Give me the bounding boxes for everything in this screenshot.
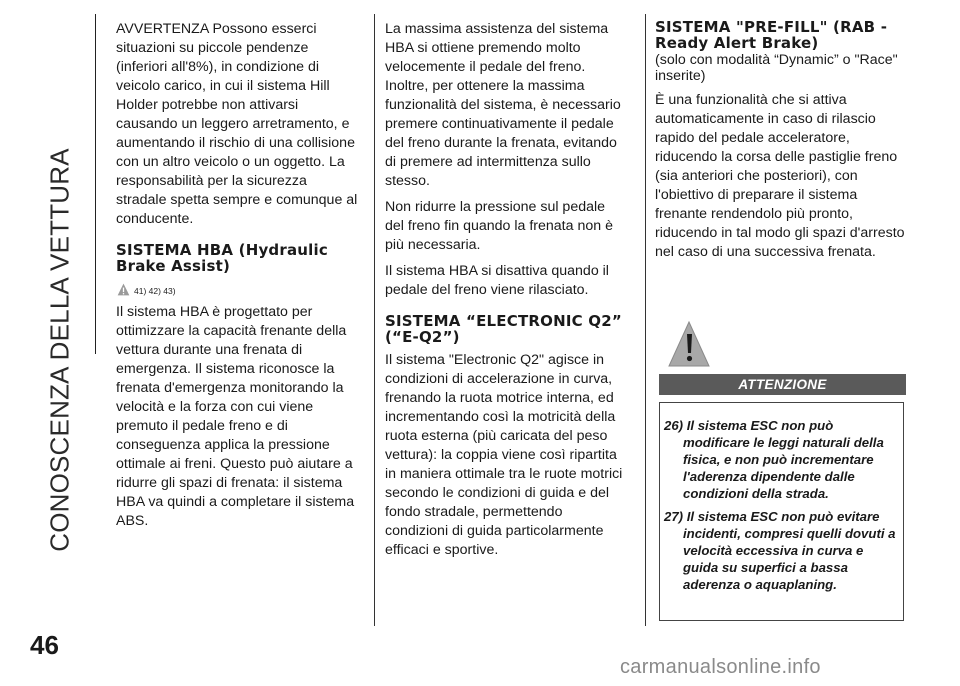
watermark: carmanualsonline.info (620, 656, 821, 678)
section-heading-hba: SISTEMA HBA (Hydraulic Brake Assist) (116, 241, 328, 275)
section-heading-eq2: SISTEMA “ELECTRONIC Q2” (“E-Q2”) (385, 312, 622, 346)
column-1 (116, 20, 358, 538)
side-divider (95, 14, 96, 354)
prefill-mode-note: (solo con modalità “Dynamic” o "Race" inserite) (655, 52, 898, 84)
column-2 (385, 20, 627, 567)
warning-item: 26) Il sistema ESC non può modificare le leggi naturali della fisica, e non può incrementare l'aderenza dipendente dalle condizioni della strada. (664, 418, 884, 501)
page-number: 46 (30, 630, 59, 660)
warning-triangle-icon (667, 320, 711, 370)
reference-numbers: 41) 42) 43) (134, 286, 176, 296)
warning-body (659, 402, 904, 621)
warning-note-paragraph: AVVERTENZA Possono esserci situazioni su piccole pendenze (inferiori all'8%), in condizione di veicolo carico, in cui il sistema Hill Holder potrebbe non attivarsi causando un leggero arretramento, e aumentando il rischio di una collisione con un altro veicolo o un oggetto. La responsabilità per la sicurezza stradale spetta sempre e comunque al conducente. (116, 21, 358, 227)
prefill-description-paragraph: È una funzionalità che si attiva automaticamente in caso di rilascio rapido del pedale acceleratore, riducendo la corsa delle pastiglie freno (sia anteriori che posteriori), con l'obiettivo di preparare il sistema frenante rendendolo più pronto, riducendo in tal modo gli spazi d'arresto nel caso di una successiva frenata. (655, 92, 905, 260)
side-section-title: CONOSCENZA DELLA VETTURA (44, 148, 75, 552)
hba-description-paragraph: Il sistema HBA è progettato per ottimizzare la capacità frenante della vettura durante una frenata di emergenza. Il sistema riconosce la frenata d'emergenza monitorando la velocità e la forza con cui viene premuto il pedale freno e di conseguenza applica la pressione ottimale ai freni. Questo può aiutare a ridurre gli spazi di frenata: il sistema HBA va quindi a completare il sistema ABS. (116, 304, 355, 529)
hba-pressure-paragraph: Non ridurre la pressione sul pedale del freno fin quando la frenata non è più necessaria. (385, 199, 613, 253)
warning-item: 27) Il sistema ESC non può evitare incidenti, compresi quelli dovuti a velocità eccessiva in curva e guida su superfici a bassa aderenza o aquaplaning. (664, 509, 896, 592)
section-heading-prefill: SISTEMA "PRE-FILL" (RAB - Ready Alert Brake) (655, 18, 888, 52)
column-3 (655, 20, 905, 269)
hba-usage-paragraph: La massima assistenza del sistema HBA si ottiene premendo molto velocemente il pedale del freno. Inoltre, per ottenere la massima funzionalità del sistema, è necessario premere continuativamente il pedale del freno durante la frenata, evitando di premere ad intermittenza sullo stesso. (385, 21, 621, 189)
warning-references (117, 280, 358, 296)
eq2-description-paragraph: Il sistema "Electronic Q2" agisce in condizioni di accelerazione in curva, frenando la ruota motrice interna, ed incrementando così la motricità della ruota esterna (più caricata del peso vettura): la coppia viene così ripartita in maniera ottimale tra le ruote motrici secondo le condizioni di guida e del fondo stradale, permettendo condizioni di guida particolarmente efficaci e sportive. (385, 352, 623, 558)
hba-deactivation-paragraph: Il sistema HBA si disattiva quando il pedale del freno viene rilasciato. (385, 263, 609, 298)
column-divider (374, 14, 375, 626)
warning-header: ATTENZIONE (659, 374, 906, 395)
warning-triangle-icon (117, 283, 130, 296)
column-divider (645, 14, 646, 626)
